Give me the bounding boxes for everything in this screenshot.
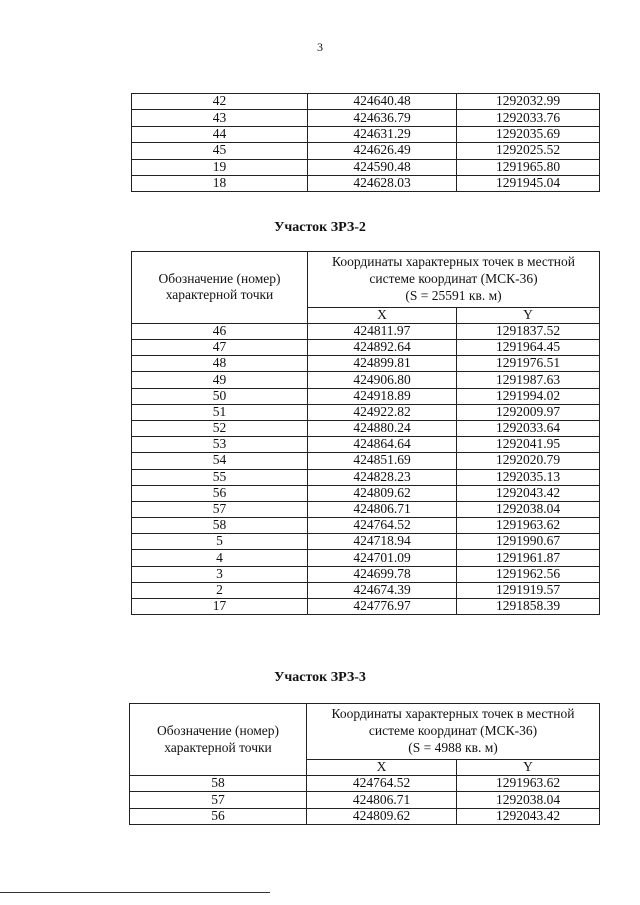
point-number: 44: [132, 126, 308, 142]
table-row: [132, 159, 600, 175]
table-row: [132, 356, 600, 372]
x-coordinate: 424828.23: [308, 469, 457, 485]
point-number: 54: [132, 453, 308, 469]
point-number: 42: [132, 94, 308, 110]
x-coordinate: 424811.97: [308, 323, 457, 339]
x-coordinate: 424764.52: [307, 776, 457, 792]
point-number: 56: [130, 808, 307, 824]
table-row: [132, 404, 600, 420]
point-number: 51: [132, 404, 308, 420]
table-row: [132, 534, 600, 550]
x-coordinate: 424631.29: [308, 126, 457, 142]
point-number: 58: [132, 518, 308, 534]
y-coordinate: 1292043.42: [457, 485, 600, 501]
point-number: 57: [130, 792, 307, 808]
x-coordinate: 424776.97: [308, 599, 457, 615]
table-row: [130, 808, 600, 824]
point-number: 19: [132, 159, 308, 175]
table-row: [132, 420, 600, 436]
y-coordinate: 1292033.64: [457, 420, 600, 436]
table-row: [132, 388, 600, 404]
footnote-divider: [0, 892, 270, 893]
point-number: 46: [132, 323, 308, 339]
table-row: [130, 792, 600, 808]
coordinates-header-text: Координаты характерных точек в местной системе координат (МСК-36): [332, 254, 576, 286]
table-row: [132, 94, 600, 110]
point-number: 53: [132, 437, 308, 453]
table-row: [132, 143, 600, 159]
y-coordinate: 1291976.51: [457, 356, 600, 372]
point-number: 48: [132, 356, 308, 372]
y-column-header: Y: [457, 759, 600, 775]
y-coordinate: 1291963.62: [457, 776, 600, 792]
y-coordinate: 1292035.13: [457, 469, 600, 485]
point-number: 5: [132, 534, 308, 550]
table-row: [132, 110, 600, 126]
point-number: 57: [132, 501, 308, 517]
table-row: [130, 776, 600, 792]
x-coordinate: 424636.79: [308, 110, 457, 126]
x-coordinate: 424809.62: [307, 808, 457, 824]
y-coordinate: 1291961.87: [457, 550, 600, 566]
x-coordinate: 424806.71: [307, 792, 457, 808]
x-coordinate: 424922.82: [308, 404, 457, 420]
y-column-header: Y: [457, 307, 600, 323]
y-coordinate: 1291837.52: [457, 323, 600, 339]
x-coordinate: 424906.80: [308, 372, 457, 388]
point-number: 18: [132, 175, 308, 191]
x-column-header: X: [307, 759, 457, 775]
y-coordinate: 1292043.42: [457, 808, 600, 824]
y-coordinate: 1291919.57: [457, 582, 600, 598]
table-row: [132, 340, 600, 356]
x-coordinate: 424699.78: [308, 566, 457, 582]
y-coordinate: 1292032.99: [457, 94, 600, 110]
point-number: 4: [132, 550, 308, 566]
point-number: 55: [132, 469, 308, 485]
x-coordinate: 424809.62: [308, 485, 457, 501]
x-coordinate: 424640.48: [308, 94, 457, 110]
page-number: 3: [317, 40, 323, 54]
x-coordinate: 424701.09: [308, 550, 457, 566]
y-coordinate: 1292025.52: [457, 143, 600, 159]
table-row: [132, 453, 600, 469]
table-row: [132, 437, 600, 453]
coordinates-table-zrz-2: [131, 251, 600, 615]
point-number: 3: [132, 566, 308, 582]
point-number: 47: [132, 340, 308, 356]
table-row: [132, 323, 600, 339]
y-coordinate: 1291994.02: [457, 388, 600, 404]
y-coordinate: 1291945.04: [457, 175, 600, 191]
point-number: 49: [132, 372, 308, 388]
x-column-header: X: [308, 307, 457, 323]
x-coordinate: 424892.64: [308, 340, 457, 356]
table-row: [132, 469, 600, 485]
x-coordinate: 424880.24: [308, 420, 457, 436]
x-coordinate: 424718.94: [308, 534, 457, 550]
table-row: [132, 126, 600, 142]
section-title-zrz-2: Участок ЗРЗ-2: [274, 220, 366, 235]
x-coordinate: 424674.39: [308, 582, 457, 598]
y-coordinate: 1292033.76: [457, 110, 600, 126]
coordinates-table-zrz-3: [129, 703, 600, 825]
coordinates-header: [307, 704, 600, 760]
table-row: [132, 599, 600, 615]
table-row: [132, 566, 600, 582]
area-text: (S = 25591 кв. м): [405, 287, 502, 303]
table-row: [132, 518, 600, 534]
x-coordinate: 424899.81: [308, 356, 457, 372]
point-number: 45: [132, 143, 308, 159]
x-coordinate: 424851.69: [308, 453, 457, 469]
coordinates-table-continued: [131, 93, 600, 192]
y-coordinate: 1292009.97: [457, 404, 600, 420]
table-row: [132, 485, 600, 501]
section-title-zrz-3: Участок ЗРЗ-3: [274, 670, 366, 685]
point-number: 58: [130, 776, 307, 792]
x-coordinate: 424806.71: [308, 501, 457, 517]
y-coordinate: 1291964.45: [457, 340, 600, 356]
coordinates-header-text: Координаты характерных точек в местной системе координат (МСК-36): [331, 706, 575, 738]
point-number: 52: [132, 420, 308, 436]
y-coordinate: 1291963.62: [457, 518, 600, 534]
point-number: 50: [132, 388, 308, 404]
y-coordinate: 1292035.69: [457, 126, 600, 142]
area-text: (S = 4988 кв. м): [408, 739, 498, 755]
point-number: 17: [132, 599, 308, 615]
x-coordinate: 424626.49: [308, 143, 457, 159]
table-row: [132, 372, 600, 388]
x-coordinate: 424864.64: [308, 437, 457, 453]
point-number: 56: [132, 485, 308, 501]
x-coordinate: 424590.48: [308, 159, 457, 175]
table-row: [132, 582, 600, 598]
y-coordinate: 1292038.04: [457, 501, 600, 517]
y-coordinate: 1291858.39: [457, 599, 600, 615]
point-label-header: Обозначение (номер) характерной точки: [130, 704, 307, 776]
y-coordinate: 1292041.95: [457, 437, 600, 453]
y-coordinate: 1292020.79: [457, 453, 600, 469]
y-coordinate: 1292038.04: [457, 792, 600, 808]
x-coordinate: 424628.03: [308, 175, 457, 191]
table-row: [132, 175, 600, 191]
y-coordinate: 1291987.63: [457, 372, 600, 388]
point-number: 43: [132, 110, 308, 126]
coordinates-header: [308, 252, 600, 308]
x-coordinate: 424764.52: [308, 518, 457, 534]
table-row: [132, 550, 600, 566]
y-coordinate: 1291962.56: [457, 566, 600, 582]
point-number: 2: [132, 582, 308, 598]
y-coordinate: 1291990.67: [457, 534, 600, 550]
table-row: [132, 501, 600, 517]
point-label-header: Обозначение (номер) характерной точки: [132, 252, 308, 324]
y-coordinate: 1291965.80: [457, 159, 600, 175]
x-coordinate: 424918.89: [308, 388, 457, 404]
